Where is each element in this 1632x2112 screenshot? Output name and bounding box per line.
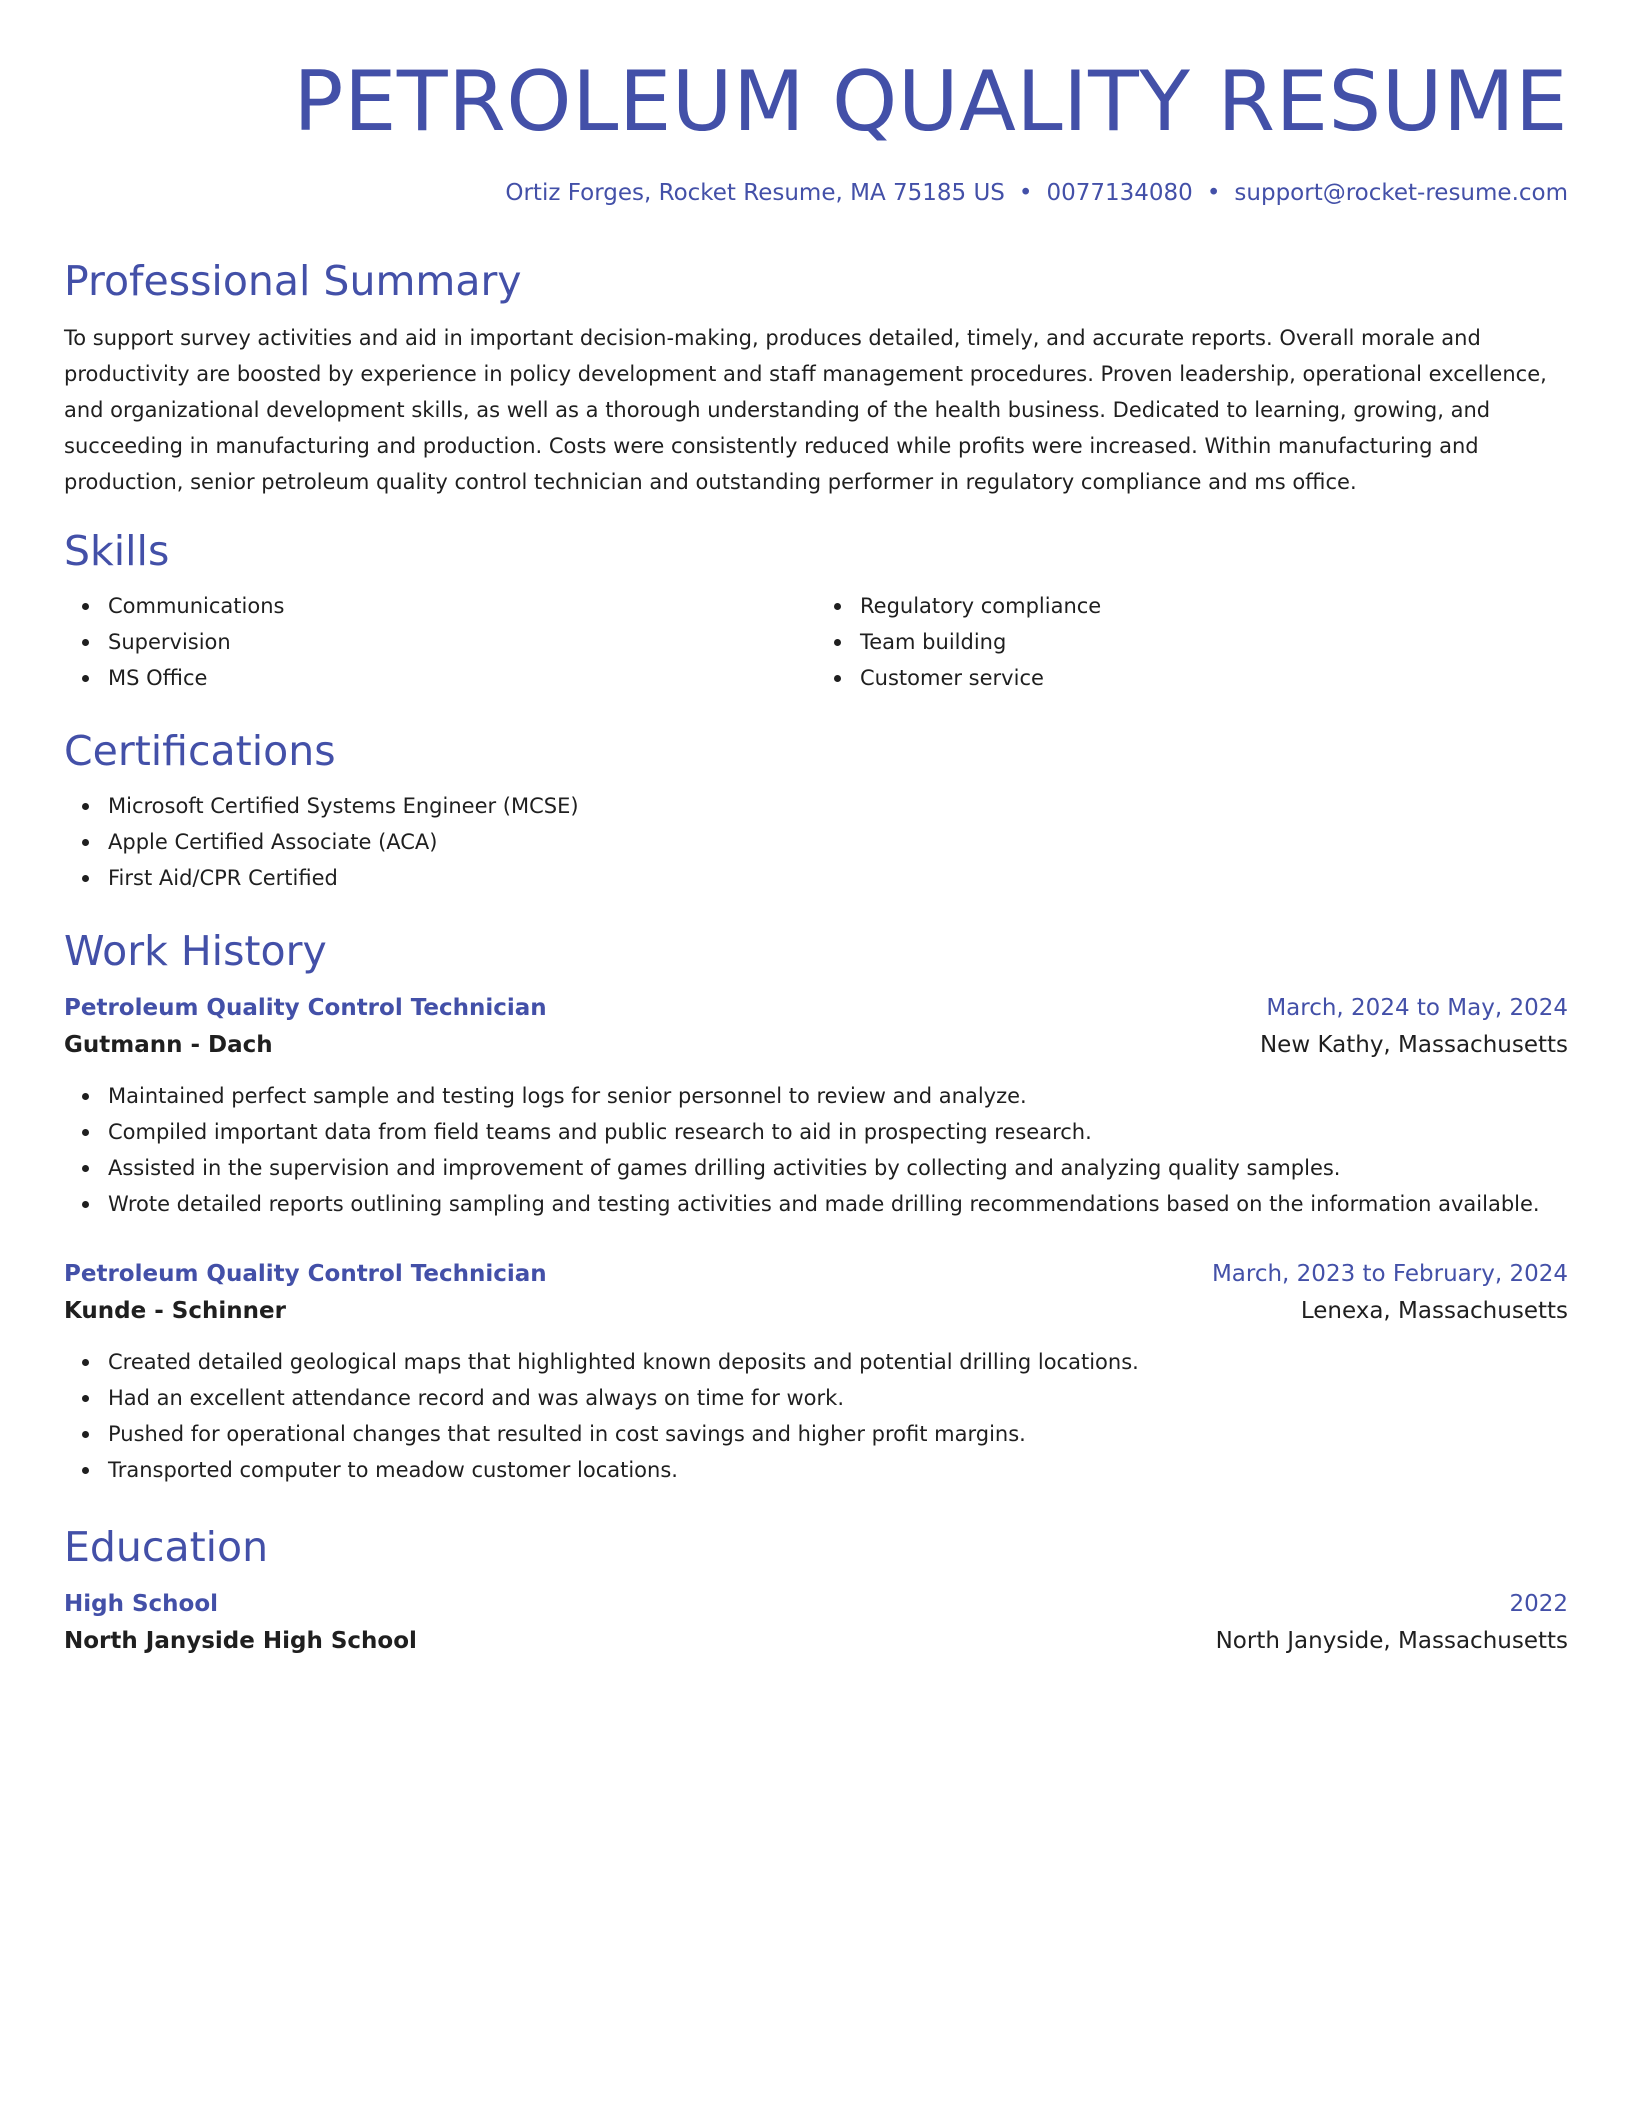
contact-separator: • — [1018, 180, 1033, 206]
contact-address: Ortiz Forges, Rocket Resume, MA 75185 US — [505, 180, 1005, 206]
education-school-row — [64, 1622, 1568, 1660]
summary-heading: Professional Summary — [64, 257, 522, 305]
job-duty-item: Compiled important data from field teams and public research to aid in prospecting research. — [108, 1114, 1568, 1150]
contact-email: support@rocket-resume.com — [1234, 180, 1568, 206]
certifications-list — [64, 788, 1568, 896]
job-location: Lenexa, Massachusetts — [1300, 1298, 1568, 1324]
certification-item: Microsoft Certified Systems Engineer (MCSE) — [108, 788, 1568, 824]
certification-item: First Aid/CPR Certified — [108, 860, 1568, 896]
skills-columns — [64, 588, 1568, 696]
job-title: Petroleum Quality Control Technician — [64, 1261, 547, 1287]
work-history-heading: Work History — [64, 927, 327, 975]
skill-item: Communications — [108, 588, 816, 624]
job-dates: March, 2024 to May, 2024 — [1266, 995, 1568, 1021]
job-duty-item: Wrote detailed reports outlining sampling and testing activities and made drilling recommendations based on the information available. — [108, 1186, 1568, 1222]
job-duty-item: Assisted in the supervision and improvement of games drilling activities by collecting and analyzing quality samples. — [108, 1150, 1568, 1186]
summary-text: To support survey activities and aid in important decision-making, produces detailed, timely, and accurate reports. Overall morale and productivity are boosted by experience in policy development and staff management procedures. Proven leadership, operational excellence, and organizational development skills, as well as a thorough understanding of the health business. Dedicated to learning, growing, and succeeding in manufacturing and production. Costs were consistently reduced while profits were increased. Within manufacturing and production, senior petroleum quality control technician and outstanding performer in regulatory compliance and ms office. — [64, 326, 1547, 494]
job-company: Kunde - Schinner — [64, 1298, 286, 1324]
skill-item: Customer service — [860, 660, 1568, 696]
job-header-row — [64, 1256, 1568, 1292]
job-company-row — [64, 1026, 1568, 1064]
job-duty-item: Maintained perfect sample and testing logs for senior personnel to review and analyze. — [108, 1078, 1568, 1114]
job-location: New Kathy, Massachusetts — [1259, 1032, 1568, 1058]
job-dates: March, 2023 to February, 2024 — [1211, 1261, 1568, 1287]
certification-item: Apple Certified Associate (ACA) — [108, 824, 1568, 860]
education-year: 2022 — [1509, 1591, 1568, 1617]
skill-item: Supervision — [108, 624, 816, 660]
job-company-row — [64, 1292, 1568, 1330]
contact-phone: 0077134080 — [1046, 180, 1193, 206]
resume-header — [64, 52, 1568, 208]
skill-item: Regulatory compliance — [860, 588, 1568, 624]
job-company: Gutmann - Dach — [64, 1032, 273, 1058]
education-degree: High School — [64, 1591, 219, 1617]
job-title: Petroleum Quality Control Technician — [64, 995, 547, 1021]
contact-separator: • — [1206, 180, 1221, 206]
education-school: North Janyside High School — [64, 1628, 417, 1654]
job-duty-item: Created detailed geological maps that highlighted known deposits and potential drilling locations. — [108, 1344, 1568, 1380]
education-heading: Education — [64, 1523, 269, 1571]
job-entry — [64, 1256, 1568, 1488]
skills-list-left — [64, 588, 816, 696]
education-entry — [64, 1586, 1568, 1660]
skills-list-right — [816, 588, 1568, 696]
job-duty-item: Had an excellent attendance record and was always on time for work. — [108, 1380, 1568, 1416]
job-duties-list — [64, 1344, 1568, 1488]
job-header-row — [64, 990, 1568, 1026]
certifications-heading: Certifications — [64, 727, 336, 775]
education-header-row — [64, 1586, 1568, 1622]
skill-item: MS Office — [108, 660, 816, 696]
skill-item: Team building — [860, 624, 1568, 660]
job-entry — [64, 990, 1568, 1222]
skills-heading: Skills — [64, 527, 170, 575]
job-duty-item: Pushed for operational changes that resulted in cost savings and higher profit margins. — [108, 1416, 1568, 1452]
education-location: North Janyside, Massachusetts — [1215, 1628, 1568, 1654]
contact-line — [64, 178, 1568, 208]
resume-name: PETROLEUM QUALITY RESUME — [293, 53, 1568, 150]
job-duty-item: Transported computer to meadow customer locations. — [108, 1452, 1568, 1488]
job-duties-list — [64, 1078, 1568, 1222]
